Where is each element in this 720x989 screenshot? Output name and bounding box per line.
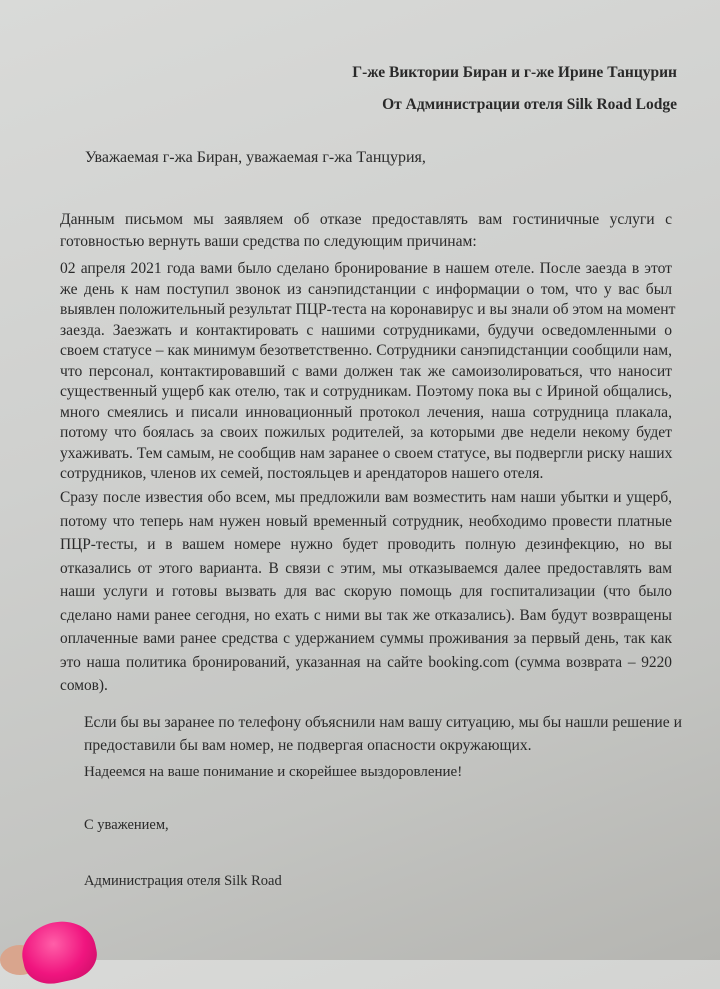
text-line: потому что боялась за своих пожилых родителей, за которыми две недели некому будет	[60, 424, 672, 441]
greeting: Уважаемая г-жа Биран, уважаемая г-жа Танцурия,	[85, 149, 426, 166]
sign-off: С уважением,	[84, 817, 169, 833]
text-line: Если бы вы заранее по телефону объяснили нам вашу ситуацию, мы бы нашли решение и	[84, 714, 682, 731]
closing-wish: Надеемся на ваше понимание и скорейшее выздоровление!	[84, 764, 463, 780]
paragraph	[84, 712, 682, 757]
paragraph	[60, 209, 672, 253]
text-line: ухаживать. Тем самым, не сообщив нам заранее о своем статусе, вы подвергли риску наших	[60, 444, 673, 462]
text-line: отказались от этого варианта. В связи с этим, мы отказываемся далее предоставлять вам	[60, 559, 672, 577]
text-line: выявлен положительный результат ПЦР-теста на коронавирус и вы знали об этом на момент	[60, 301, 676, 318]
text-line: это наша политика бронирований, указанная на сайте booking.com (сумма возврата – 9220	[60, 653, 672, 671]
text-line: оплаченные вами ранее средства с удержанием суммы проживания за первый день, так как	[60, 630, 672, 647]
text-line: 02 апреля 2021 года вами было сделано бронирование в нашем отеле. После заезда в этот	[60, 260, 672, 277]
text-line: много смеялись и писали инновационный протокол лечения, наша сотрудница плакала,	[60, 403, 672, 421]
fingernail	[17, 915, 102, 989]
text-line: Сразу после известия обо всем, мы предложили вам возместить нам наши убытки и ущерб,	[60, 489, 672, 506]
sender-line: От Администрации отеля Silk Road Lodge	[382, 96, 677, 113]
text-line: потому что теперь нам нужен новый временный сотрудник, необходимо провести платные	[60, 512, 672, 530]
text-line: сотрудников, членов их семей, постояльцев и арендаторов нашего отеля.	[60, 465, 544, 482]
text-line: наши услуги и готовы вызвать для вас скорую помощь для госпитализации (что было	[60, 583, 672, 600]
text-line: же день к нам поступил звонок из санэпидстанции с информации о том, что у вас был	[60, 280, 672, 298]
paragraph	[60, 259, 676, 485]
paragraph	[60, 486, 672, 698]
text-line: ПЦР-тесты, и в вашем номере нужно будет проводить полную дезинфекцию, но вы	[60, 536, 672, 553]
text-line: существенный ущерб как отелю, так и сотрудникам. Поэтому пока вы с Ириной общались,	[60, 383, 672, 400]
text-line: заезда. Заезжать и контактировать с нашими сотрудниками, будучи осведомленными о	[60, 321, 672, 339]
text-line: Данным письмом мы заявляем об отказе предоставлять вам гостиничные услуги с	[60, 211, 672, 228]
text-line: сделано нами ранее сегодня, но ехать с ними вы так же отказались). Вам будут возвращены	[60, 606, 672, 624]
recipients-line: Г-же Виктории Биран и г-же Ирине Танцурин	[352, 64, 677, 81]
signature: Администрация отеля Silk Road	[84, 873, 282, 889]
text-line: сомов).	[60, 677, 108, 694]
text-line: готовностью вернуть ваши средства по следующим причинам:	[60, 233, 477, 250]
text-line: что персонал, контактировавший с вами должен так же самоизолироваться, что наносит	[60, 362, 672, 380]
text-line: своем статусе – как минимум безответственно. Сотрудники санэпидстанции сообщили нам,	[60, 342, 672, 359]
text-line: предоставили бы вам номер, не подвергая опасности окружающих.	[84, 736, 532, 754]
